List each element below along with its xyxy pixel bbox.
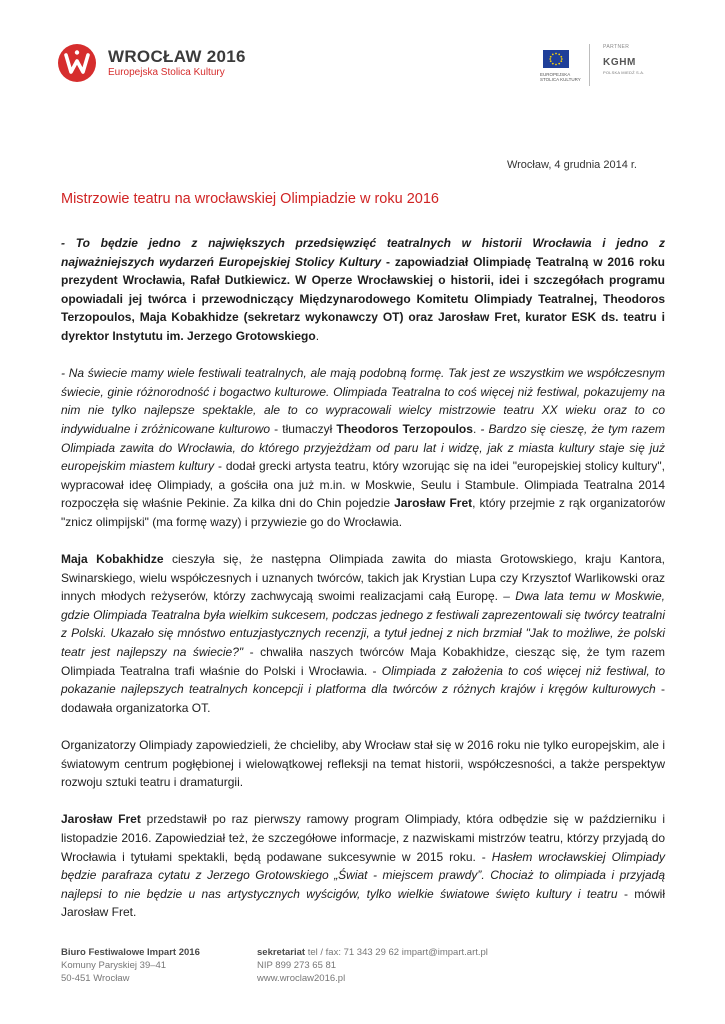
paragraph-5 xyxy=(61,810,665,922)
paragraph-2 xyxy=(61,364,665,531)
footer-contact xyxy=(257,946,488,985)
page-footer xyxy=(0,940,725,1024)
logo-title: WROCŁAW 2016 xyxy=(108,47,246,66)
article-body xyxy=(61,234,665,941)
eu-flag-icon xyxy=(543,50,569,68)
paragraph-4: Organizatorzy Olimpiady zapowiedzieli, że chcieliby, aby Wrocław stał się w 2016 roku nie tylko europejskim, ale i światowym centrum pogłębionej i wielowątkowej refleksji na temat historii, współczesności, a także perspektyw rozwoju sztuki teatru i dramaturgii. xyxy=(61,738,665,790)
person-name: Maja Kobakhidze xyxy=(61,552,164,567)
footer-city: 50-451 Wrocław xyxy=(61,973,130,984)
footer-nip: NIP 899 273 65 81 xyxy=(257,960,337,971)
text: - chwaliła naszych twórców Maja Kobakhidze, ciesząc się, że tym razem Olimpiada Teatralna trafi właśnie do Polski i Wrocławia. - xyxy=(61,645,665,678)
footer-phone-email[interactable]: tel / fax: 71 343 29 62 impart@impart.art.pl xyxy=(305,947,488,958)
paragraph-3 xyxy=(61,550,665,717)
eu-caption-line: STOLICA KULTURY xyxy=(540,77,581,82)
person-name: Theodoros Terzopoulos xyxy=(336,421,473,436)
wroclaw-logo-icon xyxy=(58,44,96,82)
person-name: Jarosław Fret xyxy=(394,496,473,511)
eu-caption-line: EUROPEJSKA xyxy=(540,72,571,77)
lead-paragraph xyxy=(61,234,665,346)
footer-website-link[interactable]: www.wroclaw2016.pl xyxy=(257,973,346,984)
person-name: Jarosław Fret xyxy=(61,812,141,827)
text: przedstawił po raz pierwszy ramowy program Olimpiady, która odbędzie się w październiku i listopadzie 2016. Zapowiedział też, że szczegółowe informacje, z nazwiskami mistrzów teatru, którzy przyjadą do Wrocławia i tytułami spektakli, będą podawane sukcesywnie w 2015 roku. - xyxy=(61,812,665,864)
partner-label: PARTNER xyxy=(603,44,630,50)
quote: Hasłem wrocławskiej Olimpiady będzie parafraza cytatu z Jerzego Grotowskiego „Świat - miejscem prawdy”. Chociaż to olimpiada i przyjadą najlepsi to nie będzie u nas artystycznych wyścigów, tylko wielkie światowe święto kultury i teatru xyxy=(61,849,665,901)
quote: – Dwa lata temu w Moskwie, gdzie Olimpiada Teatralna była wielkim sukcesem, podczas jednego z festiwali zaprezentowali się twórcy teatralni z Polski. Ukazało się mnóstwo entuzjastycznych recenzji, a tytuł jednej z nich brzmiał "Jak to możliwe, że polski teatr jest najlepszy na świecie?" xyxy=(61,589,665,660)
text: , który przejmie z rąk organizatorów "znicz olimpijski" (ma formę wazy) i przywiezie go do Wrocławia. xyxy=(61,496,665,529)
quote: - Na świecie mamy wiele festiwali teatralnych, ale mają podobną formę. Tak jest ze wszystkim we współczesnym świecie, ginie różnorodność i bogactwo kulturowe. Olimpiada Teatralna to coś więcej niż festiwal, pokazujemy na nim nie tylko najlepsze spektakle, ale to co wypracowali wielcy mistrzowie teatru XX wieku oraz to co indywidualne i zróżnicowane kulturowo xyxy=(61,366,665,436)
logo-subtitle: Europejska Stolica Kultury xyxy=(108,67,225,78)
text: - mówił Jarosław Fret. xyxy=(61,886,665,920)
lead-quote: - To będzie jedno z największych przedsięwzięć teatralnych w historii Wrocławia i jedno z najważniejszych wydarzeń Europejskiej Stolicy Kultury xyxy=(61,236,665,269)
lead-end: . xyxy=(315,328,320,343)
footer-street: Komuny Paryskiej 39–41 xyxy=(61,960,167,971)
eu-caption xyxy=(540,72,581,82)
text: - tłumaczył xyxy=(270,421,337,436)
partner-logo: KGHM xyxy=(603,57,636,68)
document-date: Wrocław, 4 grudnia 2014 r. xyxy=(506,159,637,171)
partner-divider xyxy=(589,44,590,86)
text: cieszyła się, że następna Olimpiada zawita do miasta Grotowskiego, kraju Kantora, Swinarskiego, wielu współczesnych i uznanych twórców, takich jak Krystian Lupa czy Krzysztof Warlikowski oraz innych młodych reżyserów, którzy zachwycają swoimi realizacjami całą Europę. xyxy=(61,552,665,604)
footer-address xyxy=(61,946,200,985)
lead-text: - zapowiadział Olimpiadę Teatralną w 2016 roku prezydent Wrocławia, Rafał Dutkiewicz. W Operze Wrocławskiej o historii, idei i szczegółach programu opowiadali jej twórca i przewodniczący Międzynarodowego Komitetu Olimpiady Teatralnej, Theodoros Terzopoulos, Maja Kobakhidze (sekretarz wykonawczy OT) oraz Jarosław Fret, kurator ESK ds. teatru i dyrektor Instytutu im. Jerzego Grotowskiego xyxy=(61,254,665,343)
quote: Olimpiada z założenia to coś więcej niż festiwal, to pokazanie najlepszych teatralnych koncepcji i platforma dla twórców z różnych krajów i kręgów kulturowych xyxy=(61,663,666,697)
page-header xyxy=(0,0,725,110)
text: - dodał grecki artysta teatru, który wzorując się na idei "europejskiej stolicy kultury", wypracował ideę Olimpiady, a gościła ona już m.in. w Moskwie, Seulu i Stambule. Olimpiada Teatralna 2014 rozpoczęła się właśnie Pekinie. Za kilka dni do Chin pojedzie xyxy=(61,459,665,511)
footer-org-name: Biuro Festiwalowe Impart 2016 xyxy=(61,947,200,958)
partner-logo-subtitle: POLSKA MIEDŹ S.A. xyxy=(603,70,645,75)
quote: - Bardzo się cieszę, że tym razem Olimpiada zawita do Wrocławia, do którego przyjeżdżam od paru lat i widzę, jak z miasta kultury staje się już europejskim miastem kultury xyxy=(61,421,666,474)
footer-contact-label: sekretariat xyxy=(257,947,306,958)
text: . xyxy=(472,421,481,436)
page-title: Mistrzowie teatru na wrocławskiej Olimpiadzie w roku 2016 xyxy=(61,191,439,207)
text: - dodawała organizatorka OT. xyxy=(61,682,665,715)
